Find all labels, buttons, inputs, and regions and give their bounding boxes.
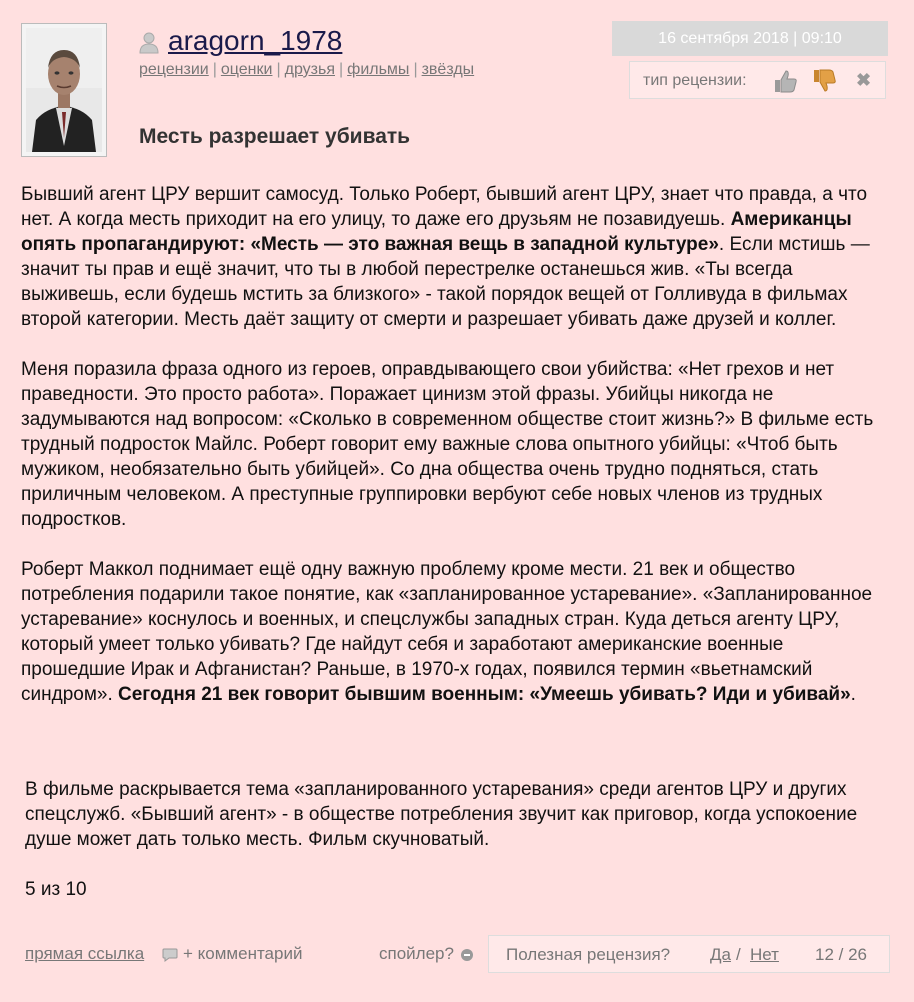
username-link[interactable]: aragorn_1978	[168, 25, 343, 56]
separator: |	[339, 61, 344, 78]
spoiler-icon[interactable]	[461, 949, 473, 961]
add-comment-link[interactable]: + комментарий	[183, 944, 303, 963]
user-status-icon	[139, 32, 159, 54]
profile-link-reviews[interactable]: рецензии	[139, 61, 209, 78]
profile-links	[139, 60, 474, 80]
thumb-up-icon[interactable]	[772, 68, 798, 94]
useful-review-box	[488, 935, 890, 973]
review-paragraph: Меня поразила фраза одного из героев, оправдывающего свои убийства: «Нет грехов и нет праведности. Это просто работа». Поражает цинизм этой фразы. Убийцы никогда не задумываются над вопросом: «Сколько в современном обществе стоит жизнь?» В фильме есть трудный подросток Майлс. Роберт говорит ему важные слова опытного убийцы: «Чтоб быть мужиком, необязательно быть убийцей». Со дна общества очень трудно подняться, стать приличным человеком. А преступные группировки вербуют себе новых членов из трудных подростков.	[21, 359, 874, 530]
useful-no-link[interactable]: Нет	[750, 945, 779, 964]
profile-link-films[interactable]: фильмы	[347, 61, 410, 78]
review-date: 16 сентября 2018 | 09:10	[612, 21, 888, 56]
review-title: Месть разрешает убивать	[139, 125, 411, 148]
useful-yes-link[interactable]: Да	[710, 945, 731, 964]
thumb-down-icon[interactable]	[811, 68, 837, 94]
separator: |	[413, 61, 418, 78]
profile-link-friends[interactable]: друзья	[284, 61, 335, 78]
review-paragraph: Роберт Маккол поднимает ещё одну важную проблему кроме мести. 21 век и общество потребления подарили такое понятие, как «запланированное устаревание». «Запланированное устаревание» коснулось и военных, и спецслужбы западных стран. Куда деться агенту ЦРУ, который умеет только убивать? Где найдут себя и заработают американские военные прошедшие Ирак и Афганистан? Раньше, в 1970-х годах, появился термин «вьетнамский синдром». Сегодня 21 век говорит бывшим военным: «Умеешь убивать? Иди и убивай».	[21, 559, 873, 705]
direct-link[interactable]: прямая ссылка	[25, 944, 145, 963]
useful-label: Полезная рецензия?	[506, 945, 671, 964]
close-icon[interactable]: ✖	[856, 70, 872, 90]
separator: /	[736, 945, 741, 964]
spoiler-link[interactable]: спойлер?	[379, 944, 454, 963]
review-conclusion: В фильме раскрывается тема «запланированного устаревания» среди агентов ЦРУ и других спецслужб. «Бывший агент» - в обществе потребления звучит как приговор, когда успокоение душе может дать только месть. Фильм скучноватый.	[25, 779, 858, 850]
review-body	[21, 182, 889, 732]
avatar-photo	[26, 28, 102, 152]
separator: |	[212, 61, 217, 78]
comment-icon[interactable]	[162, 948, 178, 962]
review-type-label: тип рецензии:	[643, 72, 747, 89]
review-type-box	[629, 61, 886, 99]
review-score: 5 из 10	[25, 879, 87, 900]
separator: |	[276, 61, 281, 78]
avatar[interactable]	[21, 23, 107, 157]
profile-link-ratings[interactable]: оценки	[220, 61, 273, 78]
profile-link-stars[interactable]: звёзды	[421, 61, 475, 78]
review-paragraph: Бывший агент ЦРУ вершит самосуд. Только Роберт, бывший агент ЦРУ, знает что правда, а что нет. А когда месть приходит на его улицу, то даже его друзьям не позавидуешь. Американцы опять пропагандируют: «Месть — это важная вещь в западной культуре». Если мстишь — значит ты прав и ещё значит, что ты в любой перестрелке останешься жив. «Ты всегда выживешь, если будешь мстить за близкого» - такой порядок вещей от Голливуда в фильмах второй категории. Месть даёт защиту от смерти и разрешает убивать даже друзей и коллег.	[21, 184, 870, 330]
useful-counts: 12 / 26	[815, 945, 867, 964]
